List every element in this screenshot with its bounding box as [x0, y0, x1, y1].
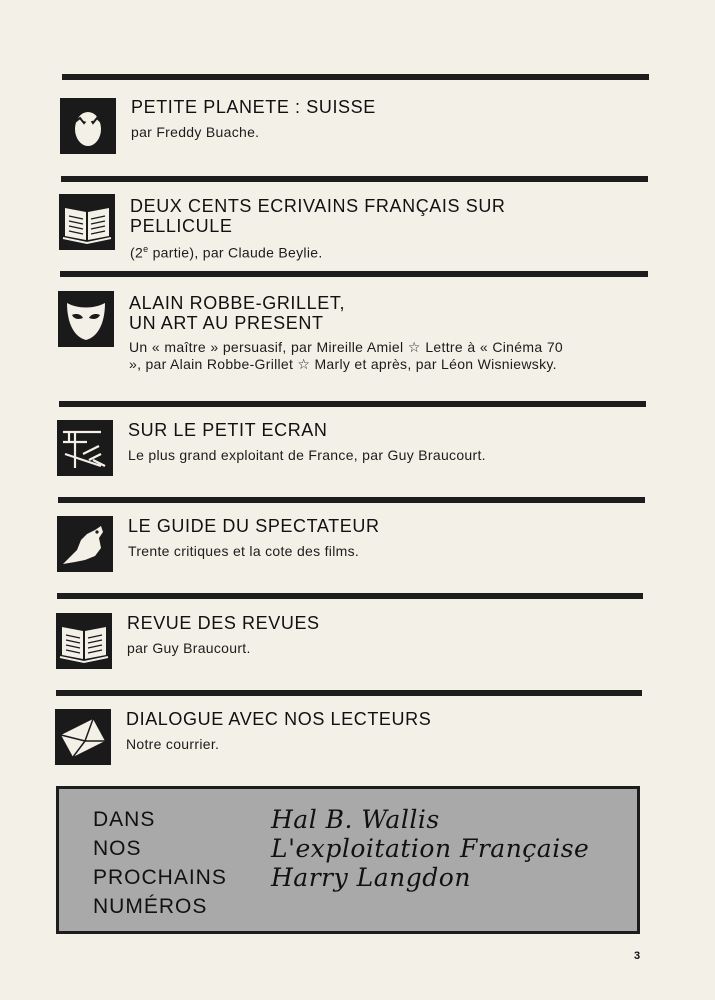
entry-description: Trente critiques et la cote des films.: [128, 543, 360, 559]
upcoming-item: L'exploitation Française: [271, 834, 590, 863]
folio-page-number: 3: [634, 950, 641, 962]
egg-icon: [60, 98, 116, 154]
entry-title-line: UN ART AU PRESENT: [129, 313, 324, 333]
mask-icon: [58, 291, 114, 347]
separator-rule: [58, 497, 645, 503]
entry-title: REVUE DES REVUES: [127, 613, 320, 633]
tv-antenna-icon: [57, 420, 113, 476]
entry-title: SUR LE PETIT ECRAN: [128, 420, 328, 440]
upcoming-label-line: NUMÉROS: [93, 895, 208, 918]
entry-title-line: PELLICULE: [130, 216, 233, 236]
upcoming-issues-box: [56, 786, 640, 934]
open-book-icon: [59, 194, 115, 250]
upcoming-list: [271, 805, 589, 892]
entry-title-line: DEUX CENTS ECRIVAINS FRANÇAIS SUR: [130, 196, 506, 216]
entry-description: par Guy Braucourt.: [127, 640, 251, 656]
entry-description: Un « maître » persuasif, par Mireille Amiel ☆ Lettre à « Cinéma 70 », par Alain Robbe-Grillet ☆ Marly et après, par Léon Wisniewsky.: [129, 339, 563, 372]
entry-description: (2e partie), par Claude Beylie.: [130, 244, 323, 261]
separator-rule: [56, 690, 642, 696]
bird-icon: [57, 516, 113, 572]
entry-title: LE GUIDE DU SPECTATEUR: [128, 516, 380, 536]
separator-rule: [57, 593, 643, 599]
entry-description: Le plus grand exploitant de France, par Guy Braucourt.: [128, 447, 486, 463]
upcoming-item: Hal B. Wallis: [271, 805, 440, 834]
upcoming-label-line: PROCHAINS: [93, 866, 227, 889]
separator-rule: [59, 401, 646, 407]
entry-title-line: ALAIN ROBBE-GRILLET,: [129, 293, 346, 313]
entry-description: par Freddy Buache.: [131, 124, 260, 140]
separator-rule: [60, 271, 648, 277]
entry-title: [130, 196, 580, 236]
entry-description: Notre courrier.: [126, 736, 220, 752]
upcoming-label: [93, 805, 227, 921]
entry-title: [129, 293, 569, 333]
upcoming-label-line: NOS: [93, 837, 142, 860]
entry-title: DIALOGUE AVEC NOS LECTEURS: [126, 709, 432, 729]
envelope-icon: [55, 709, 111, 765]
upcoming-label-line: DANS: [93, 808, 156, 831]
upcoming-item: Harry Langdon: [271, 863, 471, 892]
separator-rule: [61, 176, 648, 182]
separator-rule: [62, 74, 649, 80]
open-book-icon: [56, 613, 112, 669]
entry-title: PETITE PLANETE : SUISSE: [131, 97, 376, 117]
